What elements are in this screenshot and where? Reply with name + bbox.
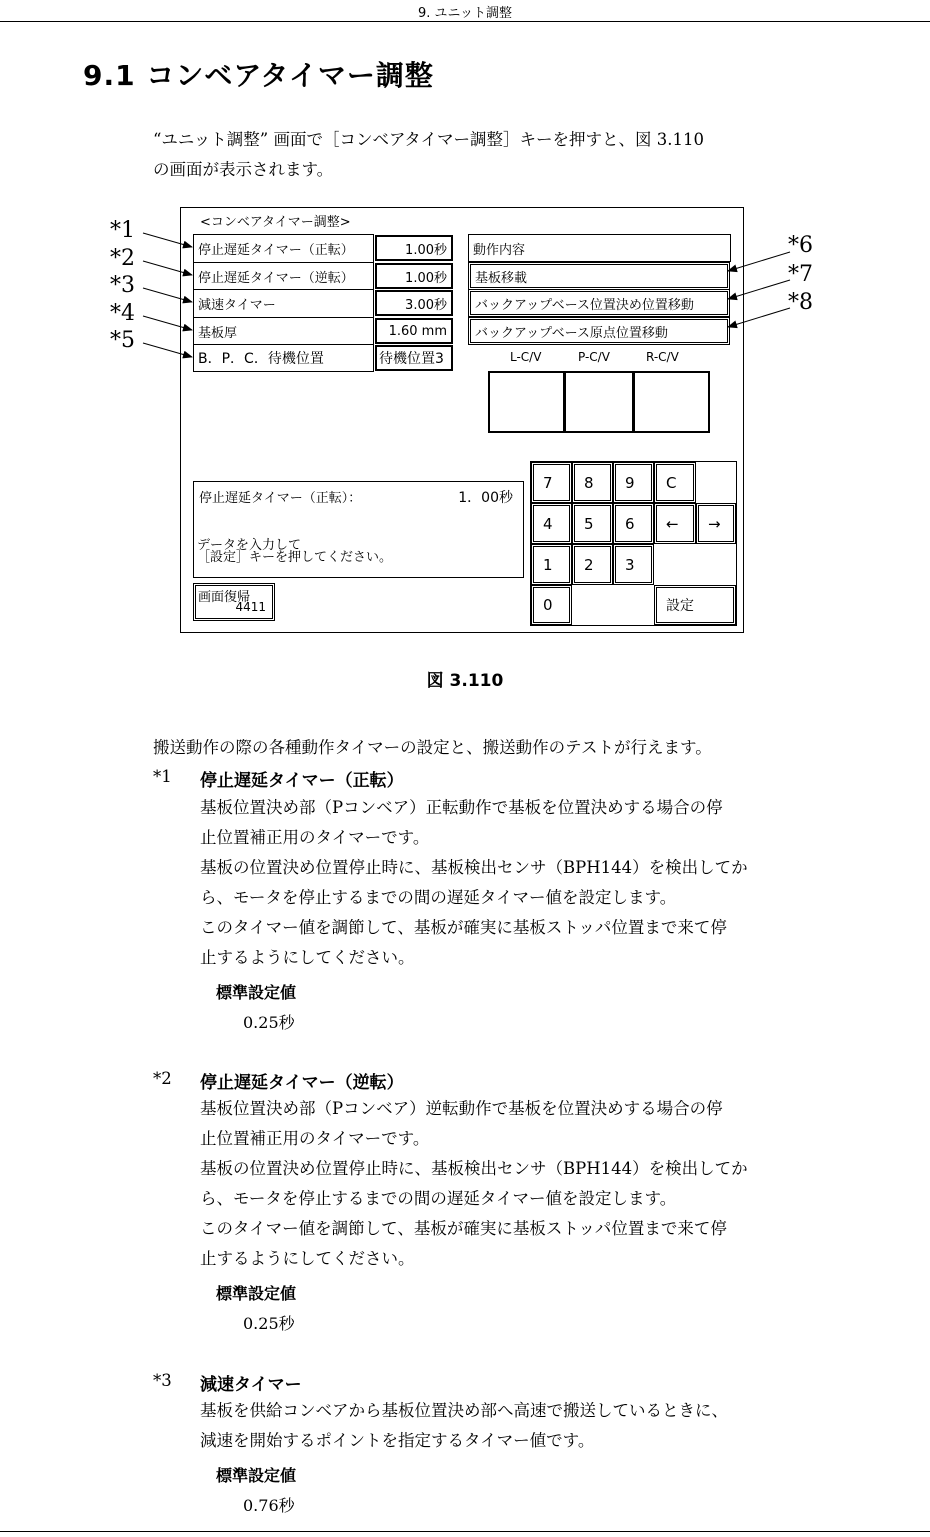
body-line: 基板の位置決め位置停止時に、基板検出センサ（BPH144）を検出してか	[200, 858, 748, 877]
return-label: 画面復帰	[198, 590, 251, 605]
key-set[interactable]: 設定	[654, 585, 736, 625]
annotation-3: *3	[110, 273, 135, 298]
body-line: 基板位置決め部（Pコンベア）逆転動作で基板を位置決めする場合の停	[200, 1099, 723, 1118]
body-line: このタイマー値を調節して、基板が確実に基板ストッパ位置まで来て停	[200, 1219, 727, 1238]
body-line: 止するようにしてください。	[200, 948, 415, 967]
footer-rule	[0, 1531, 930, 1532]
action-header: 動作内容	[468, 234, 731, 262]
section-number: *1	[153, 767, 172, 786]
message-hint-1: データを入力して	[197, 538, 302, 553]
conveyor-label: P-C/V	[578, 350, 610, 364]
body-line: ら、モータを停止するまでの間の遅延タイマー値を設定します。	[200, 888, 677, 907]
row-label: 停止遅延タイマー（正転）	[193, 234, 374, 263]
body-line: 止するようにしてください。	[200, 1249, 415, 1268]
section-heading: 停止遅延タイマー（正転）	[200, 771, 404, 791]
body-line: 基板位置決め部（Pコンベア）正転動作で基板を位置決めする場合の停	[200, 798, 723, 817]
running-header: 9. ユニット調整	[417, 6, 513, 21]
action-button-bub-position[interactable]: バックアップベース位置決め位置移動	[468, 289, 730, 317]
standard-label: 標準設定値	[216, 983, 297, 1002]
row-label: B．P．C．待機位置	[193, 344, 374, 372]
conveyor-label: R-C/V	[646, 350, 679, 364]
row-value[interactable]: 待機位置3	[375, 345, 453, 371]
body-line: 基板を供給コンベアから基板位置決め部へ高速で搬送しているときに、	[200, 1401, 728, 1420]
row-value[interactable]: 1.00秒	[375, 235, 453, 261]
row-value[interactable]: 1.60 mm	[375, 318, 453, 344]
screen-title: <コンベアタイマー調整>	[200, 215, 351, 230]
annotation-8: *8	[788, 290, 813, 315]
conveyor-label: L-C/V	[510, 350, 542, 364]
body-line: ら、モータを停止するまでの間の遅延タイマー値を設定します。	[200, 1189, 677, 1208]
annotation-5: *5	[110, 328, 135, 353]
key-2[interactable]: 2	[572, 544, 613, 585]
section-number: *2	[153, 1069, 172, 1088]
annotation-1: *1	[110, 218, 135, 243]
body-line: 止位置補正用のタイマーです。	[200, 828, 430, 847]
annotation-arrows	[0, 0, 930, 700]
intro-line-2: の画面が表示されます。	[153, 160, 334, 179]
body-line: このタイマー値を調節して、基板が確実に基板ストッパ位置まで来て停	[200, 918, 727, 937]
key-clear[interactable]: C	[654, 462, 696, 503]
body-line: 基板の位置決め位置停止時に、基板検出センサ（BPH144）を検出してか	[200, 1159, 748, 1178]
key-5[interactable]: 5	[572, 503, 613, 544]
row-value[interactable]: 1.00秒	[375, 263, 453, 289]
section-heading: 減速タイマー	[200, 1375, 302, 1395]
key-7[interactable]: 7	[531, 462, 572, 503]
key-0[interactable]: 0	[531, 585, 572, 625]
body-line: 減速を開始するポイントを指定するタイマー値です。	[200, 1431, 595, 1450]
key-1[interactable]: 1	[531, 544, 572, 585]
body-line: 止位置補正用のタイマーです。	[200, 1129, 430, 1148]
row-label: 停止遅延タイマー（逆転）	[193, 262, 374, 290]
standard-value: 0.25秒	[243, 1314, 295, 1333]
key-right-arrow[interactable]: →	[696, 503, 736, 544]
standard-value: 0.25秒	[243, 1013, 295, 1032]
key-4[interactable]: 4	[531, 503, 572, 544]
annotation-7: *7	[788, 262, 813, 287]
action-button-bub-origin[interactable]: バックアップベース原点位置移動	[468, 317, 730, 345]
standard-label: 標準設定値	[216, 1284, 297, 1303]
annotation-6: *6	[788, 233, 813, 258]
row-label: 基板厚	[193, 317, 374, 345]
message-item: 停止遅延タイマー（正転）：	[199, 491, 362, 506]
row-value[interactable]: 3.00秒	[375, 290, 453, 316]
summary: 搬送動作の際の各種動作タイマーの設定と、搬送動作のテストが行えます。	[153, 738, 712, 757]
return-code: 4411	[235, 600, 266, 614]
annotation-4: *4	[110, 301, 135, 326]
key-3[interactable]: 3	[613, 544, 654, 585]
standard-label: 標準設定値	[216, 1466, 297, 1485]
row-label: 減速タイマー	[193, 289, 374, 318]
section-title: 9.1 コンベアタイマー調整	[83, 59, 434, 92]
annotation-2: *2	[110, 246, 135, 271]
message-value: 1．00秒	[458, 490, 513, 506]
message-hint-2: ［設定］キーを押してください。	[197, 550, 393, 565]
action-button-transfer[interactable]: 基板移載	[468, 262, 730, 290]
key-6[interactable]: 6	[613, 503, 654, 544]
key-9[interactable]: 9	[613, 462, 654, 503]
standard-value: 0.76秒	[243, 1496, 295, 1515]
key-left-arrow[interactable]: ←	[654, 503, 696, 544]
section-number: *3	[153, 1371, 172, 1390]
key-8[interactable]: 8	[572, 462, 613, 503]
section-heading: 停止遅延タイマー（逆転）	[200, 1073, 404, 1093]
figure-caption: 図 3.110	[426, 671, 504, 691]
intro-line-1: “ユニット調整” 画面で［コンベアタイマー調整］キーを押すと、図 3.110	[153, 130, 704, 149]
